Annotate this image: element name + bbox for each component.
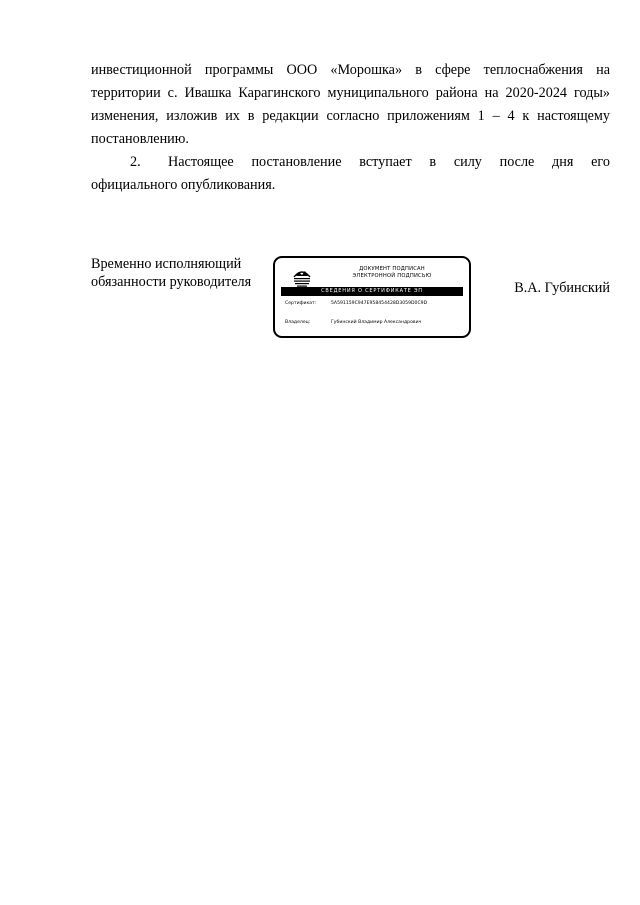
paragraph-2-first-line: Настоящее постановление вступает в силу после дня его — [168, 154, 610, 170]
paragraph-1-line-4: постановлению. — [91, 131, 189, 147]
body-text — [91, 59, 610, 197]
paragraph-1-line-3: изменения, изложив их в редакции согласно приложениям 1 – 4 к настоящему — [91, 108, 610, 124]
paragraph-2-number: 2. — [130, 154, 141, 170]
paragraph-2-line-2: официального опубликования. — [91, 177, 276, 193]
stamp-certificate-row — [285, 301, 463, 307]
electronic-signature-stamp — [273, 256, 471, 338]
stamp-heading-line-1: ДОКУМЕНТ ПОДПИСАН — [359, 266, 425, 272]
signer-title-line-2: обязанности руководителя — [91, 274, 252, 290]
emblem-icon — [291, 266, 313, 288]
certificate-label: Сертификат: — [285, 301, 317, 306]
owner-value: Губинский Владимир Александрович — [331, 320, 422, 325]
signer-title — [91, 255, 251, 291]
stamp-heading-line-2: ЭЛЕКТРОННОЙ ПОДПИСЬЮ — [352, 273, 432, 279]
stamp-certificate-bar: СВЕДЕНИЯ О СЕРТИФИКАТЕ ЭП — [281, 287, 463, 296]
paragraph-1-line-1: инвестиционной программы ООО «Морошка» в сфере теплоснабжения на — [91, 62, 610, 78]
signer-title-line-1: Временно исполняющий — [91, 256, 242, 272]
certificate-value: 5A591159C947E958454428D3059D0C9D — [331, 301, 428, 306]
stamp-owner-row — [285, 320, 463, 326]
paragraph-1-line-2: территории с. Ивашка Карагинского муниципального района на 2020-2024 годы» — [91, 85, 610, 101]
owner-label: Владелец: — [285, 320, 311, 325]
signer-name: В.А. Губинский — [514, 280, 610, 296]
stamp-heading — [321, 266, 463, 280]
paragraph-2-line-1 — [91, 151, 610, 174]
